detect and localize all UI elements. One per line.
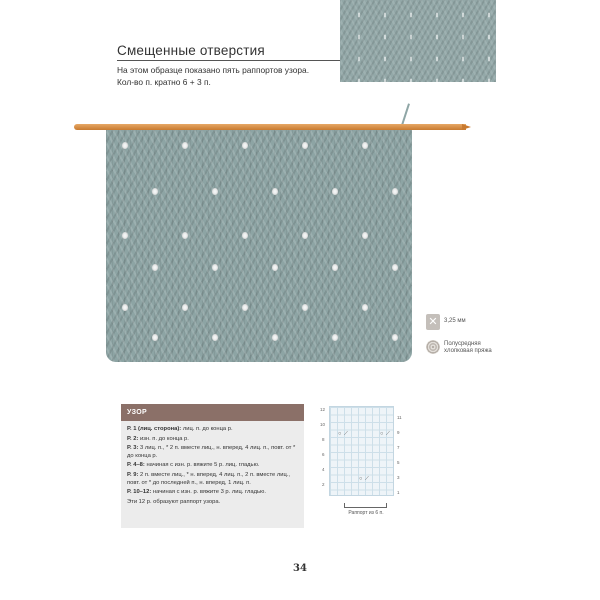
page-title: Смещенные отверстия — [117, 43, 265, 58]
k2tog-symbol: ⟋ — [344, 431, 348, 437]
page-number: 34 — [293, 563, 307, 574]
eyelet — [332, 334, 338, 341]
yarn-over-symbol: ○ — [359, 476, 363, 482]
knitting-needle — [74, 124, 466, 130]
pattern-instructions-box — [121, 404, 304, 528]
chart-row-number: 7 — [397, 445, 400, 450]
eyelet — [122, 232, 128, 239]
chart-row-number: 9 — [397, 430, 400, 435]
pattern-description — [117, 64, 347, 88]
pattern-row — [127, 472, 298, 487]
eyelet — [152, 264, 158, 271]
eyelet — [242, 304, 248, 311]
knitting-chart-grid — [329, 406, 394, 496]
eyelet — [182, 304, 188, 311]
yarn-over-symbol: ○ — [380, 431, 384, 437]
eyelet — [392, 188, 398, 195]
row-text: изн. п. до конца р. — [138, 435, 189, 442]
chart-row-number: 6 — [322, 452, 325, 457]
pattern-header: УЗОР — [121, 404, 304, 421]
knitting-needle-tip — [462, 124, 471, 130]
chart-row-number: 5 — [397, 460, 400, 465]
needle-size-label: 3,25 мм — [444, 318, 466, 324]
row-text: 3 лиц. п., * 2 п. вместе лиц., н. вперед, 4 лиц. п., повт. от * до конца р. — [127, 445, 296, 459]
eyelet — [302, 304, 308, 311]
yarn-type-line-2: хлопковая пряжа — [444, 348, 492, 354]
eyelet — [272, 334, 278, 341]
eyelet — [332, 188, 338, 195]
eyelet — [302, 142, 308, 149]
pattern-row — [127, 489, 298, 497]
swatch-detail-photo — [340, 0, 496, 82]
eyelet — [182, 142, 188, 149]
chart-row-number: 12 — [320, 407, 326, 412]
k2tog-symbol: ⟋ — [386, 431, 390, 437]
yarn-over-symbol: ○ — [338, 431, 342, 437]
eyelet — [392, 334, 398, 341]
eyelet — [362, 142, 368, 149]
row-label: Р. 3: — [127, 445, 139, 452]
description-line-1: На этом образце показано пять раппортов узора. — [117, 65, 310, 75]
eyelet — [182, 232, 188, 239]
row-label: Р. 10–12: — [127, 489, 152, 496]
eyelet — [242, 232, 248, 239]
yarn-ball-icon — [426, 340, 440, 354]
pattern-row — [127, 426, 298, 434]
chart-repeat-label: Раппорт из 6 п. — [348, 510, 384, 516]
chart-row-number: 8 — [322, 437, 325, 442]
eyelet — [212, 334, 218, 341]
eyelet — [362, 304, 368, 311]
pattern-row — [127, 462, 298, 470]
chart-row-number: 2 — [322, 482, 325, 487]
pattern-row — [127, 436, 298, 444]
eyelet — [302, 232, 308, 239]
pattern-rows — [121, 421, 304, 511]
row-text: начиная с изн. р. вяжите 5 р. лиц. гладью. — [144, 462, 260, 469]
eyelet — [152, 334, 158, 341]
eyelet — [392, 264, 398, 271]
chart-row-number: 1 — [397, 490, 400, 495]
yarn-type-line-1: Полусредняя — [444, 341, 481, 347]
row-text: начиная с изн. р. вяжите 3 р. лиц. гладью. — [151, 489, 266, 496]
eyelet — [212, 264, 218, 271]
row-label: Р. 9: — [127, 471, 139, 478]
eyelet — [272, 264, 278, 271]
eyelet — [242, 142, 248, 149]
eyelet — [272, 188, 278, 195]
row-label: Р. 4–8: — [127, 462, 145, 469]
chart-row-number: 4 — [322, 467, 325, 472]
row-text: лиц. п. до конца р. — [181, 426, 233, 432]
row-label: Р. 2: — [127, 435, 139, 442]
eyelet — [332, 264, 338, 271]
chart-row-number: 11 — [397, 415, 402, 420]
k2tog-symbol: ⟋ — [365, 476, 369, 482]
eyelet — [122, 304, 128, 311]
pattern-row — [127, 445, 298, 460]
title-divider — [117, 60, 340, 61]
eyelet — [212, 188, 218, 195]
knitted-swatch-photo — [106, 124, 412, 362]
chart-repeat-bracket — [344, 503, 387, 508]
needle-size-icon: ✕ — [426, 314, 440, 330]
chart-row-number: 10 — [320, 422, 326, 427]
eyelet — [152, 188, 158, 195]
row-text: Эти 12 р. образуют раппорт узора. — [127, 498, 221, 505]
description-line-2: Кол-во п. кратно 6 + 3 п. — [117, 77, 211, 87]
eyelet — [122, 142, 128, 149]
row-label: Р. 1 (лиц. сторона): — [127, 426, 182, 432]
chart-row-number: 3 — [397, 475, 400, 480]
yarn-type-label — [444, 341, 504, 355]
row-text: 2 п. вместе лиц., * н. вперед, 4 лиц. п., 2 п. вместе лиц., повт. от * до последней п., н. вперед, 1 лиц. п. — [127, 471, 291, 486]
eyelet — [362, 232, 368, 239]
pattern-row — [127, 499, 298, 507]
